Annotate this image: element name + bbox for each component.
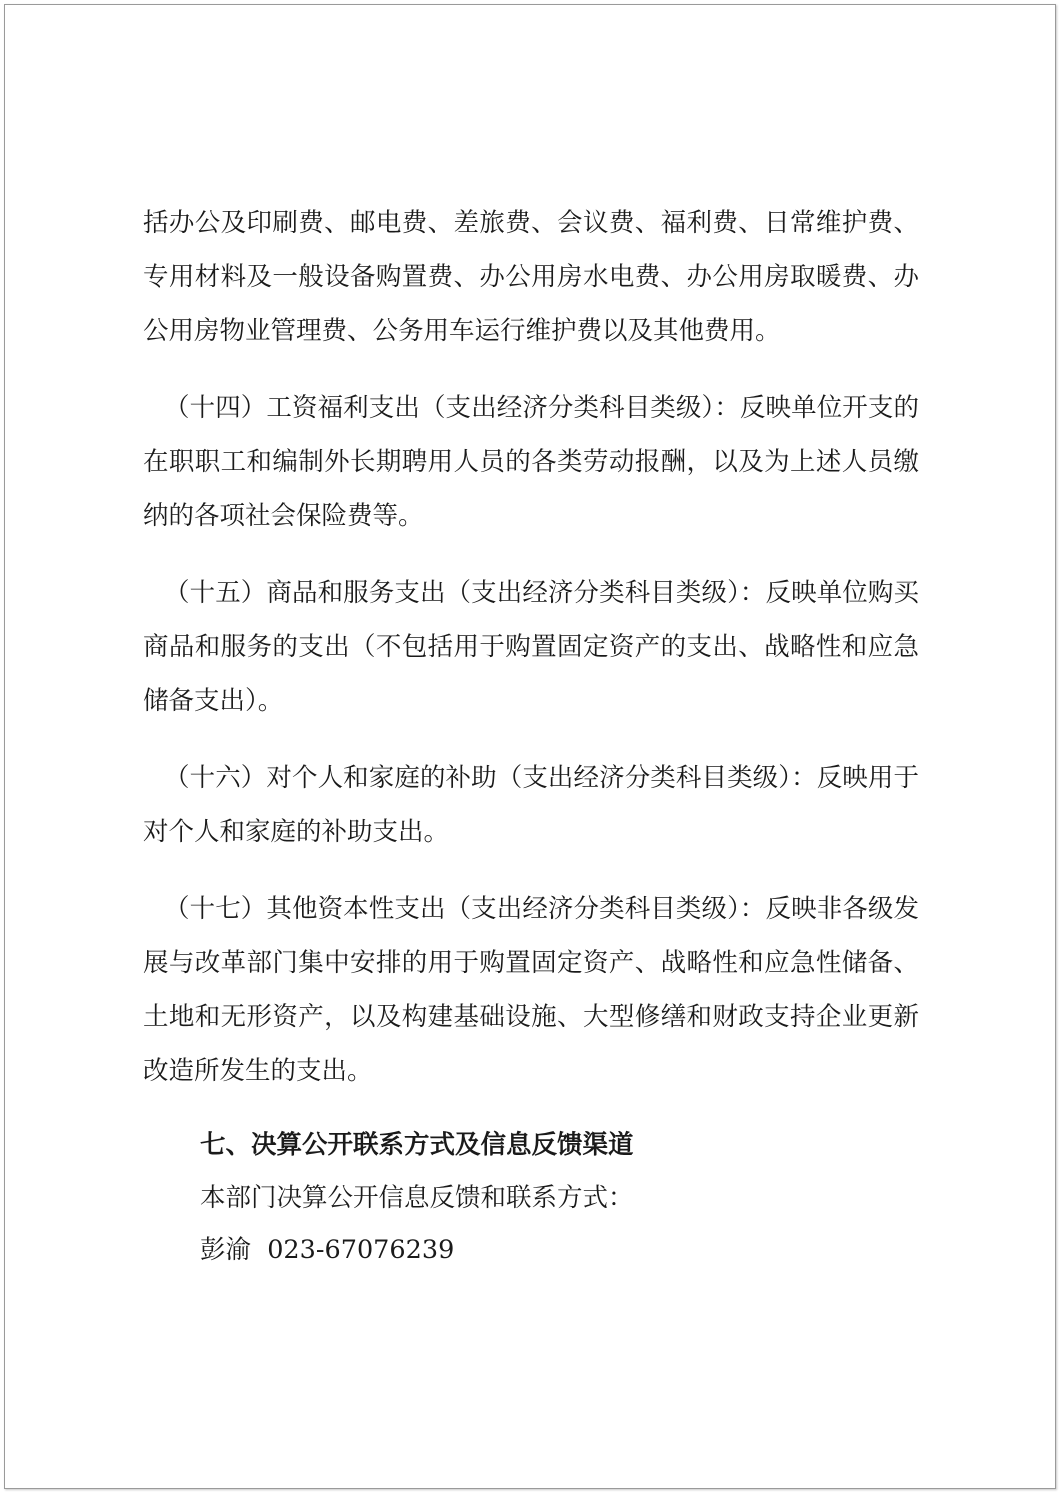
paragraph-individual-subsidy: （十六）对个人和家庭的补助（支出经济分类科目类级）：反映用于对个人和家庭的补助支出。 [143, 763, 919, 847]
paragraph-other-capital: （十七）其他资本性支出（支出经济分类科目类级）：反映非各级发展与改革部门集中安排的用于购置固定资产、战略性和应急性储备、土地和无形资产，以及构建基础设施、大型修缮和财政支持企业更新改造所发生的支出。 [143, 894, 919, 1086]
paragraph-expense-continuation: 括办公及印刷费、邮电费、差旅费、会议费、福利费、日常维护费、专用材料及一般设备购置费、办公用房水电费、办公用房取暖费、办公用房物业管理费、公务用车运行维护费以及其他费用。 [143, 208, 919, 346]
contact-info: 彭渝 023-67076239 [200, 1235, 455, 1265]
document-body [143, 196, 919, 1276]
section-heading: 七、决算公开联系方式及信息反馈渠道 [200, 1130, 634, 1160]
paragraph-salary-welfare: （十四）工资福利支出（支出经济分类科目类级）：反映单位开支的在职职工和编制外长期聘用人员的各类劳动报酬，以及为上述人员缴纳的各项社会保险费等。 [143, 393, 919, 531]
paragraph-goods-services: （十五）商品和服务支出（支出经济分类科目类级）：反映单位购买商品和服务的支出（不包括用于购置固定资产的支出、战略性和应急储备支出）。 [143, 578, 919, 716]
contact-intro: 本部门决算公开信息反馈和联系方式： [200, 1183, 634, 1213]
